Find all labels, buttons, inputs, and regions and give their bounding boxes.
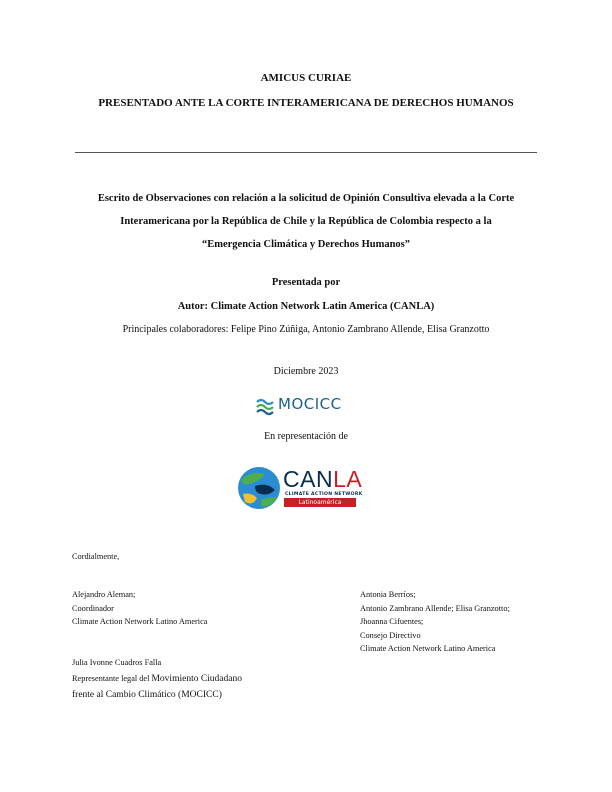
signature-right-line-4: Consejo Directivo: [360, 630, 421, 640]
canla-subtitle: CLIMATE ACTION NETWORK: [285, 492, 363, 497]
signature-left-line-3: Climate Action Network Latino America: [72, 617, 208, 627]
intro-line-2: Interamericana por la República de Chile y la República de Colombia respecto a la: [120, 216, 492, 227]
signature-right-line-3: Jhoanna Cifuentes;: [360, 617, 424, 627]
signature-left-line-2: Coordinador: [72, 603, 114, 613]
author-line: Autor: Climate Action Network Latin America (CANLA): [177, 301, 435, 312]
legal-role-prefix: Representante legal del: [72, 674, 152, 683]
representation-label: En representación de: [264, 431, 348, 442]
globe-icon: [237, 466, 281, 510]
legal-role-org: Movimiento Ciudadano: [151, 674, 242, 684]
legal-representative: [72, 655, 242, 703]
signature-right-line-2: Antonio Zambrano Allende; Elisa Granzotto;: [360, 603, 510, 613]
mocicc-wordmark: MOCICC: [278, 395, 342, 413]
divider: [75, 152, 537, 153]
collaborators-line: Principales colaboradores: Felipe Pino Zúñiga, Antonio Zambrano Allende, Elisa Granzotto: [122, 324, 490, 335]
closing-text: Cordialmente,: [72, 552, 120, 561]
waves-icon: [256, 396, 276, 416]
signature-right-line-1: Antonia Berríos;: [360, 590, 416, 599]
legal-org: frente al Cambio Climático (MOCICC): [72, 690, 222, 700]
document-title: AMICUS CURIAE: [260, 72, 352, 84]
canla-region-bar: Latinoamérica: [284, 498, 356, 507]
document-subtitle: PRESENTADO ANTE LA CORTE INTERAMERICANA DE DERECHOS HUMANOS: [98, 97, 514, 109]
presented-by-label: Presentada por: [271, 277, 341, 288]
intro-line-1: Escrito de Observaciones con relación a la solicitud de Opinión Consultiva elevada a la Corte: [97, 193, 515, 204]
canla-wordmark-can: CAN: [283, 466, 334, 492]
canla-logo: [237, 463, 377, 519]
signature-left-line-1: Alejandro Aleman;: [72, 590, 136, 599]
legal-name: Julia Ivonne Cuadros Falla: [72, 658, 162, 667]
intro-line-3: “Emergencia Climática y Derechos Humanos”: [201, 239, 411, 250]
intro-paragraph: [0, 187, 612, 256]
signature-right-line-5: Climate Action Network Latino America: [360, 644, 496, 654]
mocicc-logo: [256, 394, 356, 416]
signature-left: [72, 588, 207, 629]
canla-wordmark: [283, 466, 362, 493]
date-line: Diciembre 2023: [273, 366, 339, 377]
legal-role: [72, 671, 242, 687]
signature-right: [360, 588, 510, 656]
canla-wordmark-la: LA: [333, 466, 363, 492]
